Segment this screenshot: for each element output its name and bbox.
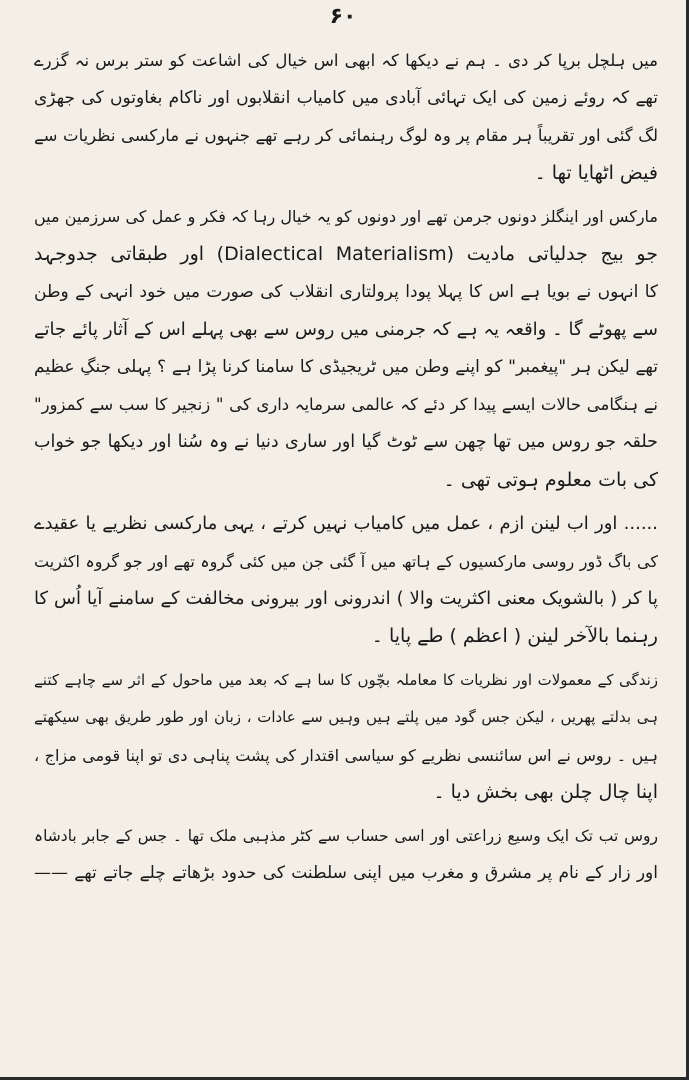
paragraph-2 [34, 198, 658, 499]
text-line: زندگی کے معمولات اور نظریات کا معاملہ بچّوں کا سا ہے کہ بعد میں ماحول کے اثر سے چاہے کتنے [34, 670, 658, 689]
text-line: ہیں ۔ روس نے اس سائنسی نظریے کو سیاسی اقتدار کی پشت پناہی دی تو اپنا قومی مزاج ، [34, 745, 658, 765]
text-line: تھے کہ روئے زمین کی ایک تہائی آبادی میں کامیاب انقلابوں اور ناکام بغاوتوں کی جھڑی [34, 87, 658, 108]
paragraph-3 [34, 505, 658, 655]
text-body [34, 42, 658, 893]
paragraph-1 [34, 42, 658, 192]
text-line: نے ہنگامی حالات ایسے پیدا کر دئے کہ عالمی سرمایہ داری کی " زنجیر کا سب سے کمزور" [34, 395, 658, 415]
text-line: اپنا چال چلن بھی بخش دیا ۔ [433, 781, 658, 804]
text-line: کا انہوں نے بویا ہے اس کا پہلا پودا پرولتاری انقلاب کی صورت میں خود انہی کے وطن [34, 281, 658, 302]
text-line: اور زار کے نام پر مشرق و مغرب میں اپنی سلطنت کی حدود بڑھاتے چلے جاتے تھے —— [34, 863, 658, 884]
text-line: مارکس اور اینگلز دونوں جرمن تھے اور دونوں کو یہ خیال رہا کہ فکر و عمل کی سرزمین میں [34, 207, 658, 227]
text-line: ...... اور اب لینن ازم ، عمل میں کامیاب نہیں کرتے ، یہی مارکسی نظریے یا عقیدے [34, 513, 658, 535]
page-number: ۶۰ [329, 4, 357, 29]
text-line: روس تب تک ایک وسیع زراعتی اور اسی حساب سے کٹر مذہبی ملک تھا ۔ جس کے جابر بادشاہ [34, 826, 658, 845]
paragraph-4 [34, 662, 658, 812]
text-line: سے پھوٹے گا ۔ واقعہ یہ ہے کہ جرمنی میں روس سے بھی پہلے اس کے آثار پائے جاتے [34, 319, 658, 341]
text-line: فیض اٹھایا تھا ۔ [534, 161, 658, 184]
text-line: جو بیج جدلیاتی مادیت (Dialectical Materialism) اور طبقاتی جدوجہد [34, 242, 658, 265]
text-line: میں ہلچل برپا کر دی ۔ ہم نے دیکھا کہ ابھی اس خیال کی اشاعت کو ستر برس نہ گزرے [34, 51, 658, 70]
text-line: تھے لیکن ہر "پیغمبر" کو اپنے وطن میں ٹریجیڈی کا سامنا کرنا پڑا ہے ؟ پہلی جنگِ عظیم [34, 356, 658, 377]
paragraph-5 [34, 818, 658, 893]
text-line: پا کر ( بالشویک معنی اکثریت والا ) اندرونی اور بیرونی مخالفت کے سامنے آیا اُس کا [34, 588, 658, 610]
text-line: ہی بدلتے پھریں ، لیکن جس گود میں پلتے ہیں وہیں سے عادات ، زبان اور طور طریق بھی سیکھتے [34, 708, 658, 727]
text-line: حلقہ جو روس میں تھا چھن سے ٹوٹ گیا اور ساری دنیا نے وہ سُنا اور دیکھا جو خواب [34, 431, 658, 452]
text-line: لگ گئی اور تقریباً ہر مقام پر وہ لوگ رہنمائی کر رہے تھے جنہوں نے مارکسی نظریات سے [34, 126, 658, 146]
text-line: کی بات معلوم ہوتی تھی ۔ [443, 468, 658, 491]
text-line: رہنما بالآخر لینن ( اعظم ) طے پایا ۔ [371, 624, 658, 647]
text-line: کی باگ ڈور روسی مارکسیوں کے ہاتھ میں آ گئی جن میں کئی گروہ تھے اور جو گروہ اکثریت [34, 551, 658, 571]
